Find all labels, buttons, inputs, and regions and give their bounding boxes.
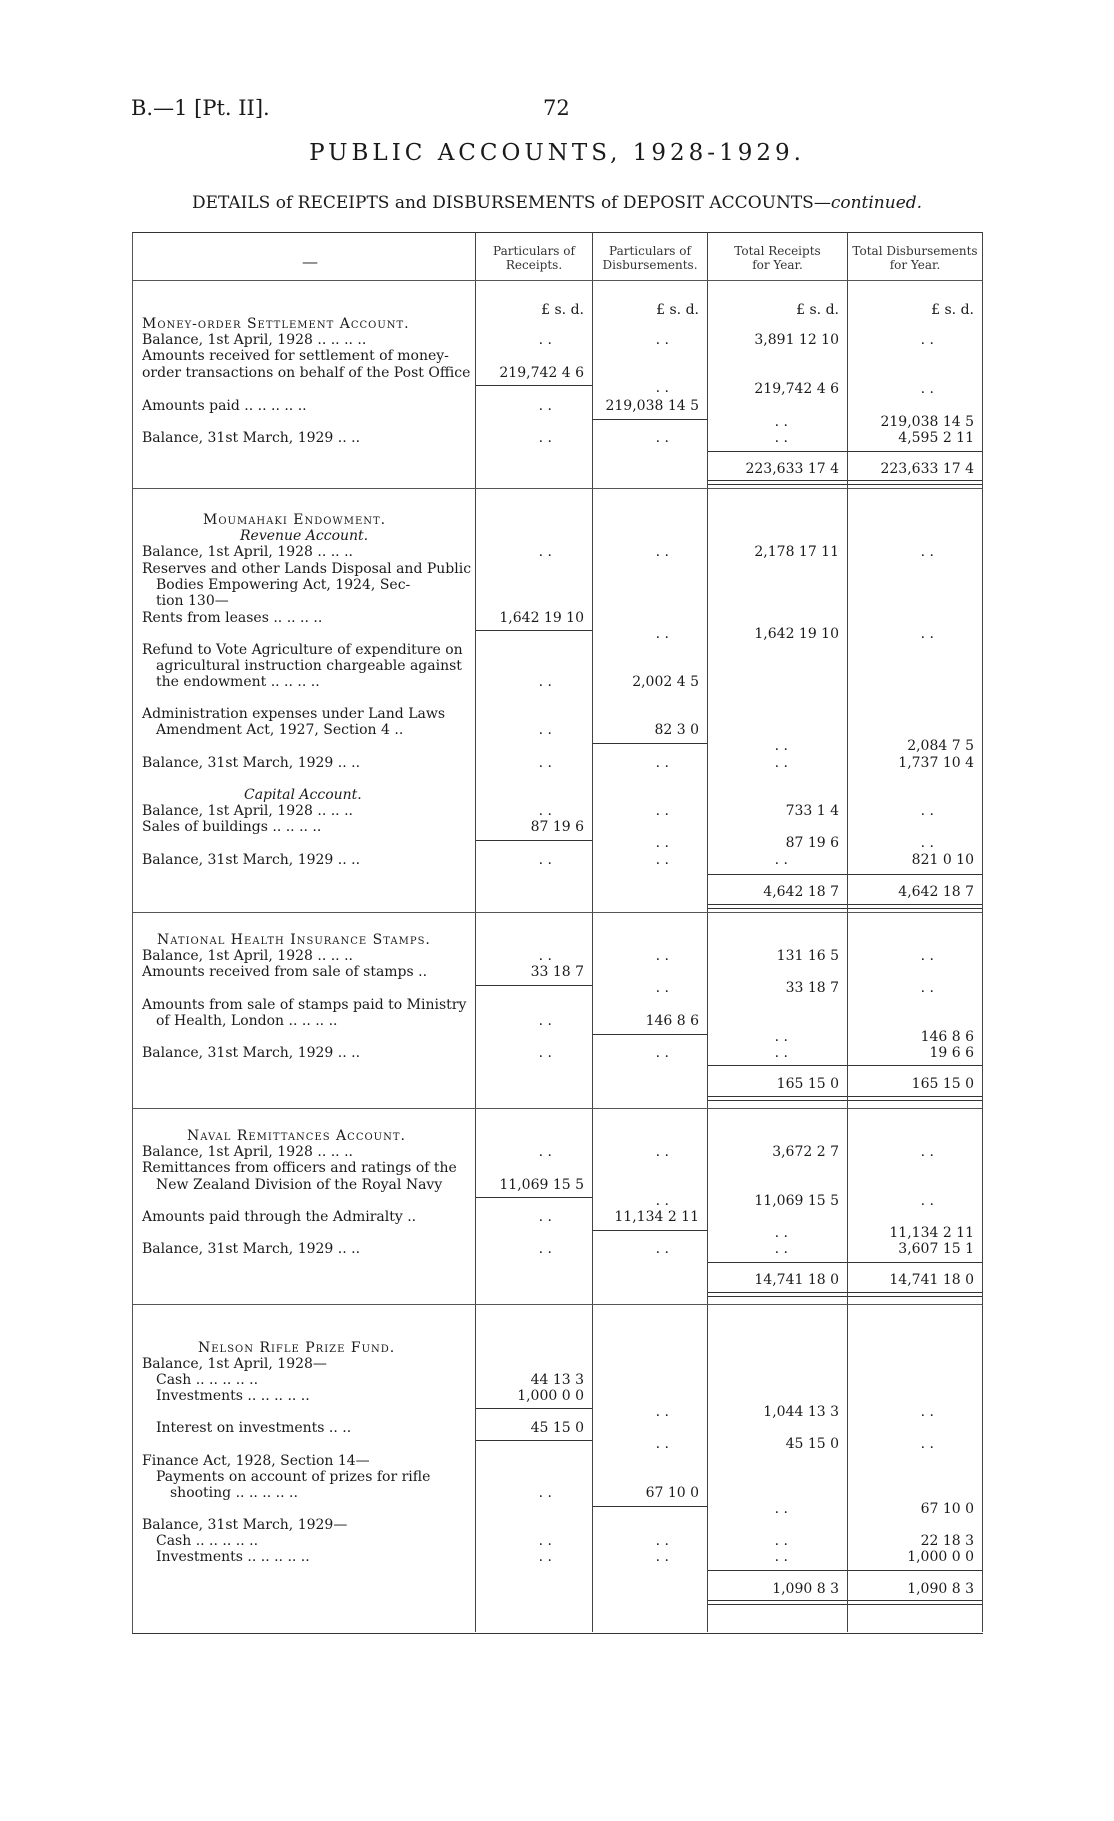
sum-rule (848, 1262, 982, 1263)
cell-value: 45 15 0 (785, 1436, 839, 1452)
sum-rule (593, 1506, 707, 1507)
unit-label: £ s. d. (656, 302, 699, 318)
cell-value: 3,672 2 7 (772, 1144, 839, 1160)
sum-rule (593, 1034, 707, 1035)
cell-value: 2,002 4 5 (632, 674, 699, 690)
cell-value: 3,607 15 1 (898, 1241, 974, 1257)
cell-value: 131 16 5 (776, 948, 839, 964)
cell-dots: . . (538, 722, 552, 738)
cell-dots: . . (920, 544, 934, 560)
cell-value: 1,642 19 10 (499, 610, 584, 626)
cell-dots: . . (538, 1549, 552, 1565)
cell-value: 1,737 10 4 (898, 755, 974, 771)
section-title: Money-order Settlement Account. (142, 316, 410, 332)
sum-rule (476, 630, 592, 631)
cell-dots: . . (655, 1436, 669, 1452)
cell-value: 87 19 6 (530, 819, 584, 835)
col-head-disbursements: Particulars of Disbursements. (602, 244, 698, 272)
row-label: agricultural instruction chargeable against (156, 658, 462, 674)
unit-label: £ s. d. (541, 302, 584, 318)
cell-dots: . . (920, 1436, 934, 1452)
cell-dots: . . (538, 430, 552, 446)
section-rule (132, 1108, 982, 1109)
cell-dots: . . (655, 1193, 669, 1209)
section-title: National Health Insurance Stamps. (157, 932, 431, 948)
section-title: Moumahaki Endowment. (203, 512, 387, 528)
cell-dots: . . (655, 948, 669, 964)
cell-dots: . . (655, 852, 669, 868)
cell-dots: . . (774, 738, 788, 754)
row-label: Cash .. .. .. .. .. (156, 1372, 259, 1388)
row-label: Balance, 31st March, 1929 .. .. (142, 1241, 361, 1257)
sum-rule (476, 1408, 592, 1409)
sum-rule (476, 1197, 592, 1198)
double-rule (848, 904, 982, 909)
cell-value: 19 6 6 (929, 1045, 974, 1061)
cell-dots: . . (655, 1241, 669, 1257)
cell-dots: . . (655, 1533, 669, 1549)
total-value: 14,741 18 0 (754, 1272, 839, 1288)
row-label: Sales of buildings .. .. .. .. (142, 819, 322, 835)
cell-value: 1,044 13 3 (763, 1404, 839, 1420)
row-label: shooting .. .. .. .. .. (170, 1485, 298, 1501)
cell-dots: . . (655, 332, 669, 348)
total-value: 223,633 17 4 (880, 461, 974, 477)
cell-dots: . . (538, 1533, 552, 1549)
row-label: New Zealand Division of the Royal Navy (156, 1177, 443, 1193)
total-value: 4,642 18 7 (763, 884, 839, 900)
cell-dots: . . (920, 980, 934, 996)
sum-rule (848, 874, 982, 875)
cell-value: 11,134 2 11 (614, 1209, 699, 1225)
stub-heading: — (302, 252, 318, 271)
col-head-total-disbursements: Total Disbursements for Year. (852, 244, 978, 272)
sum-rule (708, 451, 847, 452)
page-number: 72 (543, 96, 570, 120)
cell-dots: . . (538, 1241, 552, 1257)
double-rule (848, 1600, 982, 1605)
section-rule (132, 1304, 982, 1305)
cell-value: 67 10 0 (920, 1501, 974, 1517)
sum-rule (848, 1065, 982, 1066)
cell-value: 2,084 7 5 (907, 738, 974, 754)
total-value: 14,741 18 0 (889, 1272, 974, 1288)
cell-value: 1,642 19 10 (754, 626, 839, 642)
cell-value: 33 18 7 (530, 964, 584, 980)
row-label: Balance, 1st April, 1928 .. .. .. (142, 544, 353, 560)
unit-label: £ s. d. (796, 302, 839, 318)
cell-value: 146 8 6 (645, 1013, 699, 1029)
row-label: Amendment Act, 1927, Section 4 .. (156, 722, 404, 738)
total-value: 165 15 0 (911, 1076, 974, 1092)
row-label: of Health, London .. .. .. .. (156, 1013, 338, 1029)
cell-dots: . . (655, 803, 669, 819)
cell-dots: . . (538, 803, 552, 819)
row-label: Finance Act, 1928, Section 14— (142, 1453, 370, 1469)
cell-value: 219,742 4 6 (499, 365, 584, 381)
cell-dots: . . (655, 626, 669, 642)
cell-dots: . . (920, 381, 934, 397)
cell-value: 219,742 4 6 (754, 381, 839, 397)
row-label: the endowment .. .. .. .. (156, 674, 320, 690)
cell-dots: . . (538, 1013, 552, 1029)
cell-value: 82 3 0 (654, 722, 699, 738)
cell-dots: . . (774, 1029, 788, 1045)
document-reference: B.—1 [Pt. II]. (131, 96, 270, 120)
unit-label: £ s. d. (931, 302, 974, 318)
cell-dots: . . (920, 1193, 934, 1209)
sum-rule (708, 1262, 847, 1263)
cell-value: 33 18 7 (785, 980, 839, 996)
row-label: Balance, 1st April, 1928 .. .. .. (142, 803, 353, 819)
cell-dots: . . (538, 1045, 552, 1061)
cell-dots: . . (774, 852, 788, 868)
cell-dots: . . (538, 755, 552, 771)
cell-dots: . . (920, 1144, 934, 1160)
row-label: Bodies Empowering Act, 1924, Sec- (156, 577, 411, 593)
double-rule (708, 480, 847, 485)
cell-dots: . . (920, 835, 934, 851)
row-label: tion 130— (156, 593, 229, 609)
cell-dots: . . (655, 544, 669, 560)
cell-value: 11,134 2 11 (889, 1225, 974, 1241)
cell-dots: . . (774, 1533, 788, 1549)
section-title: Nelson Rifle Prize Fund. (198, 1340, 396, 1356)
cell-dots: . . (774, 1241, 788, 1257)
col-head-total-receipts: Total Receipts for Year. (734, 244, 821, 272)
cell-dots: . . (655, 755, 669, 771)
row-label: Balance, 1st April, 1928— (142, 1356, 327, 1372)
double-rule (708, 1096, 847, 1101)
cell-dots: . . (655, 1549, 669, 1565)
cell-dots: . . (538, 674, 552, 690)
col-head-receipts: Particulars of Receipts. (493, 244, 575, 272)
sum-rule (476, 985, 592, 986)
section-title: Naval Remittances Account. (187, 1128, 406, 1144)
double-rule (708, 1292, 847, 1297)
cell-value: 219,038 14 5 (880, 414, 974, 430)
row-label: Amounts paid through the Admiralty .. (142, 1209, 417, 1225)
cell-dots: . . (774, 1045, 788, 1061)
total-value: 223,633 17 4 (745, 461, 839, 477)
sum-rule (593, 743, 707, 744)
cell-dots: . . (774, 755, 788, 771)
cell-value: 2,178 17 11 (754, 544, 839, 560)
sum-rule (848, 1570, 982, 1571)
page-subtitle: DETAILS of RECEIPTS and DISBURSEMENTS of DEPOSIT ACCOUNTS—continued. (191, 193, 923, 213)
row-label: Balance, 31st March, 1929 .. .. (142, 852, 361, 868)
page-title: PUBLIC ACCOUNTS, 1928-1929. (309, 140, 805, 166)
column-divider (982, 232, 983, 1632)
row-label: order transactions on behalf of the Post Office (142, 365, 471, 381)
total-value: 4,642 18 7 (898, 884, 974, 900)
row-label: Administration expenses under Land Laws (142, 706, 446, 722)
row-label: Refund to Vote Agriculture of expenditure on (142, 642, 463, 658)
cell-value: 44 13 3 (530, 1372, 584, 1388)
cell-value: 146 8 6 (920, 1029, 974, 1045)
cell-dots: . . (920, 1404, 934, 1420)
cell-value: 3,891 12 10 (754, 332, 839, 348)
cell-dots: . . (920, 948, 934, 964)
row-label: Payments on account of prizes for rifle (156, 1469, 431, 1485)
cell-dots: . . (655, 430, 669, 446)
cell-dots: . . (538, 1209, 552, 1225)
double-rule (848, 1096, 982, 1101)
cell-value: 87 19 6 (785, 835, 839, 851)
sum-rule (848, 451, 982, 452)
sum-rule (708, 874, 847, 875)
sum-rule (708, 1570, 847, 1571)
row-label: Interest on investments .. .. (156, 1420, 352, 1436)
cell-dots: . . (920, 626, 934, 642)
row-label: Balance, 31st March, 1929 .. .. (142, 430, 361, 446)
row-label: Balance, 1st April, 1928 .. .. .. (142, 948, 353, 964)
cell-dots: . . (774, 414, 788, 430)
cell-dots: . . (920, 332, 934, 348)
row-label: Rents from leases .. .. .. .. (142, 610, 323, 626)
cell-value: 67 10 0 (645, 1485, 699, 1501)
row-label: Cash .. .. .. .. .. (156, 1533, 259, 1549)
cell-dots: . . (774, 1549, 788, 1565)
sum-rule (593, 419, 707, 420)
cell-dots: . . (655, 980, 669, 996)
cell-value: 11,069 15 5 (754, 1193, 839, 1209)
cell-dots: . . (655, 1404, 669, 1420)
cell-value: 1,000 0 0 (517, 1388, 584, 1404)
sum-rule (476, 385, 592, 386)
cell-dots: . . (774, 430, 788, 446)
cell-dots: . . (538, 852, 552, 868)
cell-dots: . . (655, 380, 669, 396)
row-label: Investments .. .. .. .. .. (156, 1388, 310, 1404)
row-label: Balance, 31st March, 1929 .. .. (142, 1045, 361, 1061)
row-label: Reserves and other Lands Disposal and Public (142, 561, 472, 577)
cell-value: 11,069 15 5 (499, 1177, 584, 1193)
double-rule (708, 1600, 847, 1605)
section-rule (132, 912, 982, 913)
double-rule (708, 904, 847, 909)
subsection-title: Revenue Account. (240, 528, 369, 544)
total-value: 1,090 8 3 (907, 1581, 974, 1597)
cell-dots: . . (774, 1501, 788, 1517)
row-label: Amounts received from sale of stamps .. (142, 964, 428, 980)
cell-value: 45 15 0 (530, 1420, 584, 1436)
cell-dots: . . (655, 1144, 669, 1160)
double-rule (848, 480, 982, 485)
cell-dots: . . (538, 1144, 552, 1160)
total-value: 1,090 8 3 (772, 1581, 839, 1597)
row-label: Amounts paid .. .. .. .. .. (142, 398, 307, 414)
cell-dots: . . (538, 332, 552, 348)
header-rule (132, 280, 982, 281)
row-label: Balance, 31st March, 1929 .. .. (142, 755, 361, 771)
row-label: Investments .. .. .. .. .. (156, 1549, 310, 1565)
cell-dots: . . (920, 803, 934, 819)
cell-value: 22 18 3 (920, 1533, 974, 1549)
sum-rule (476, 840, 592, 841)
cell-dots: . . (774, 1225, 788, 1241)
row-label: Balance, 31st March, 1929— (142, 1517, 348, 1533)
row-label: Amounts from sale of stamps paid to Ministry (142, 997, 467, 1013)
cell-value: 4,595 2 11 (898, 430, 974, 446)
section-rule (132, 488, 982, 489)
cell-dots: . . (655, 835, 669, 851)
sum-rule (708, 1065, 847, 1066)
subsection-title: Capital Account. (244, 787, 362, 803)
double-rule (848, 1292, 982, 1297)
row-label: Remittances from officers and ratings of the (142, 1160, 457, 1176)
total-value: 165 15 0 (776, 1076, 839, 1092)
cell-value: 821 0 10 (911, 852, 974, 868)
cell-dots: . . (538, 1485, 552, 1501)
cell-value: 219,038 14 5 (605, 398, 699, 414)
cell-value: 1,000 0 0 (907, 1549, 974, 1565)
row-label: Balance, 1st April, 1928 .. .. .. .. (142, 332, 367, 348)
sum-rule (476, 1440, 592, 1441)
row-label: Balance, 1st April, 1928 .. .. .. (142, 1144, 353, 1160)
row-label: Amounts received for settlement of money- (142, 348, 449, 364)
cell-dots: . . (538, 544, 552, 560)
cell-dots: . . (538, 948, 552, 964)
cell-value: 733 1 4 (785, 803, 839, 819)
cell-dots: . . (538, 398, 552, 414)
cell-dots: . . (655, 1045, 669, 1061)
sum-rule (593, 1230, 707, 1231)
